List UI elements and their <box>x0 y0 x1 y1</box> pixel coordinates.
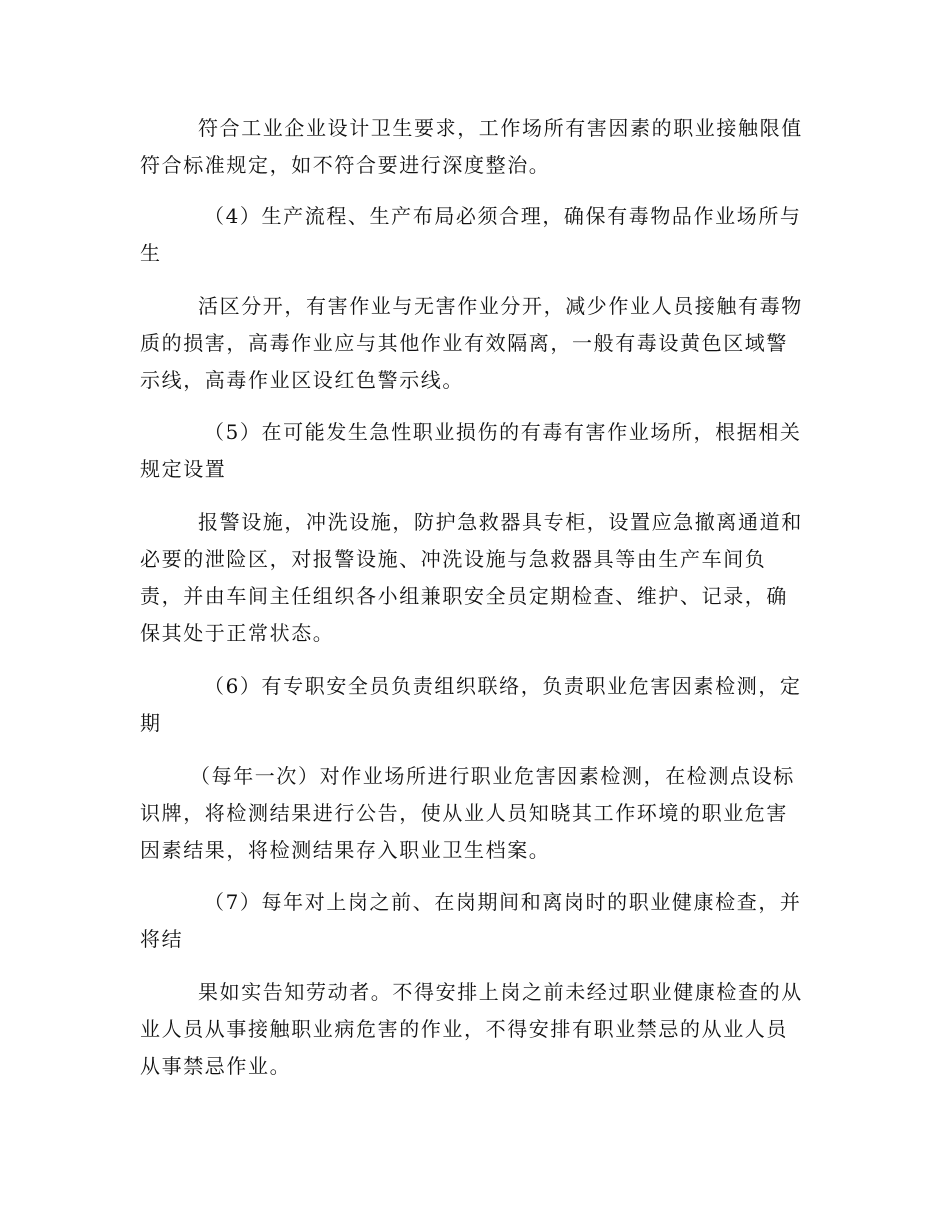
text-line: 活区分开，有害作业与无害作业分开，减少作业人员接触有毒物 <box>198 294 803 318</box>
text-line: （7）每年对上岗之前、在岗期间和离岗时的职业健康检查，并 <box>204 890 802 914</box>
text-line: 示线，高毒作业区设红色警示线。 <box>140 368 464 392</box>
text-line: 识牌，将检测结果进行公告，使从业人员知晓其工作环境的职业危害 <box>140 801 788 825</box>
text-line: 符合标准规定，如不符合要进行深度整治。 <box>140 153 551 177</box>
text-line: 保其处于正常状态。 <box>140 621 335 645</box>
text-line: 业人员从事接触职业病危害的作业，不得安排有职业禁忌的从业人员 <box>140 1017 788 1041</box>
text-line: 必要的泄险区，对报警设施、冲洗设施与急救器具等由生产车间负 <box>140 547 767 571</box>
text-line: 将结 <box>140 927 184 951</box>
text-line: 果如实告知劳动者。不得安排上岗之前未经过职业健康检查的从 <box>198 980 803 1004</box>
text-line: 符合工业企业设计卫生要求，工作场所有害因素的职业接触限值 <box>198 116 803 140</box>
text-line: （5）在可能发生急性职业损伤的有毒有害作业场所，根据相关 <box>204 420 802 444</box>
text-line: （6）有专职安全员负责组织联络，负责职业危害因素检测，定 <box>204 674 802 698</box>
text-line: 报警设施，冲洗设施，防护急救器具专柜，设置应急撤离通道和 <box>198 510 803 534</box>
text-line: 责，并由车间主任组织各小组兼职安全员定期检查、维护、记录，确 <box>140 584 788 608</box>
text-line: （4）生产流程、生产布局必须合理，确保有毒物品作业场所与 <box>204 204 802 228</box>
text-line: 规定设置 <box>140 457 227 481</box>
text-line: （每年一次）对作业场所进行职业危害因素检测，在检测点设标 <box>190 764 795 788</box>
text-line: 因素结果，将检测结果存入职业卫生档案。 <box>140 838 551 862</box>
text-line: 生 <box>140 241 162 265</box>
text-line: 从事禁忌作业。 <box>140 1054 292 1078</box>
text-line: 期 <box>140 711 162 735</box>
text-line: 质的损害，高毒作业应与其他作业有效隔离，一般有毒设黄色区域警 <box>140 331 788 355</box>
